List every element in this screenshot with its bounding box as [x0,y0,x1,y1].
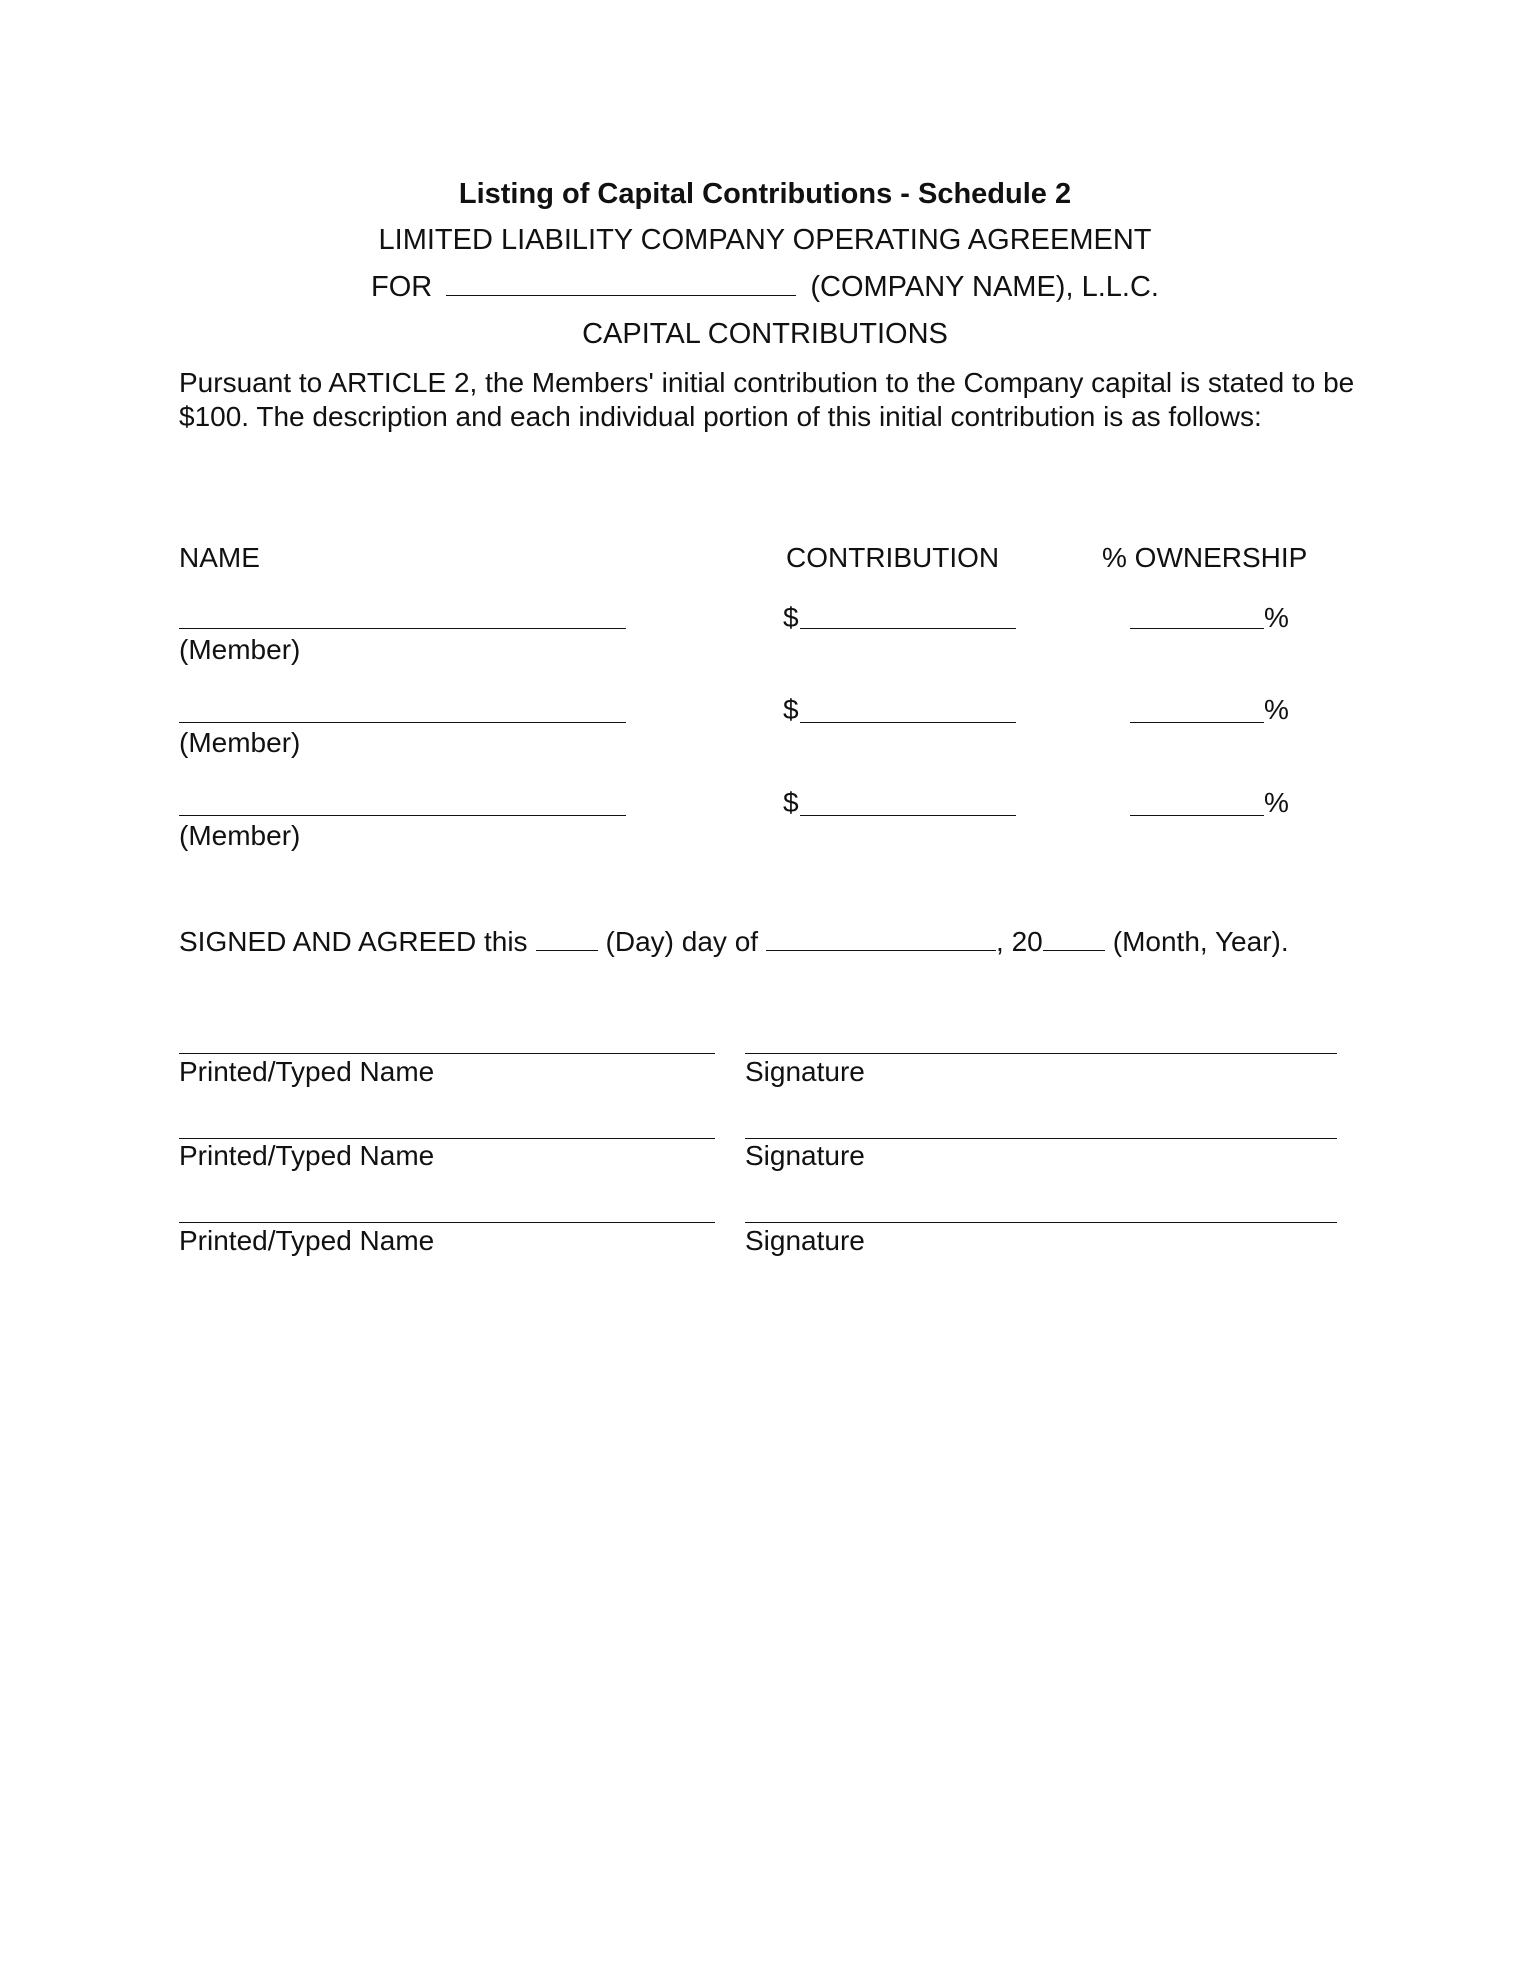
member-label: (Member) [179,634,301,665]
signed-text-1: SIGNED AND AGREED this [179,926,528,957]
company-name-blank[interactable] [446,294,796,296]
currency-symbol: $ [783,787,799,818]
currency-symbol: $ [783,602,799,633]
signature-label: Signature [745,1056,865,1087]
signed-text-3: , 20 [996,926,1043,957]
contribution-blank[interactable] [800,722,1016,723]
percent-symbol: % [1264,787,1289,818]
printed-name-label: Printed/Typed Name [179,1225,435,1256]
signed-agreed-line [179,925,1359,959]
for-prefix: FOR [371,271,433,303]
company-name-line [0,271,1530,304]
column-header-name: NAME [179,542,260,573]
ownership-blank[interactable] [1130,815,1264,816]
for-suffix: (COMPANY NAME), L.L.C. [810,271,1159,303]
day-blank[interactable] [536,949,598,951]
contribution-blank[interactable] [800,628,1016,629]
document-title: Listing of Capital Contributions - Schedule 2 [458,178,1072,210]
signed-text-4: (Month, Year). [1112,926,1289,957]
signature-label: Signature [745,1140,865,1171]
contribution-blank[interactable] [800,815,1016,816]
currency-symbol: $ [783,694,799,725]
printed-name-line[interactable] [179,1222,715,1223]
signature-line[interactable] [745,1222,1337,1223]
printed-name-label: Printed/Typed Name [179,1056,435,1087]
printed-name-line[interactable] [179,1138,715,1139]
printed-name-line[interactable] [179,1053,715,1054]
document-subtitle: LIMITED LIABILITY COMPANY OPERATING AGREEMENT [378,224,1152,256]
percent-symbol: % [1264,602,1289,633]
signature-line[interactable] [745,1053,1337,1054]
printed-name-label: Printed/Typed Name [179,1140,435,1171]
month-blank[interactable] [766,949,996,951]
intro-paragraph: Pursuant to ARTICLE 2, the Members' initial contribution to the Company capital is stated to be $100. The description and each individual portion of this initial contribution is as follows: [179,367,1355,432]
signature-line[interactable] [745,1138,1337,1139]
member-name-blank[interactable] [179,815,626,816]
section-heading: CAPITAL CONTRIBUTIONS [582,318,948,350]
column-header-ownership: % OWNERSHIP [1102,542,1308,573]
member-label: (Member) [179,727,301,758]
member-name-blank[interactable] [179,722,626,723]
signed-text-2: (Day) day of [605,926,759,957]
ownership-blank[interactable] [1130,722,1264,723]
ownership-blank[interactable] [1130,628,1264,629]
year-blank[interactable] [1043,949,1105,951]
member-label: (Member) [179,820,301,851]
member-name-blank[interactable] [179,628,626,629]
column-header-contribution: CONTRIBUTION [786,542,1000,573]
signature-label: Signature [745,1225,865,1256]
percent-symbol: % [1264,694,1289,725]
